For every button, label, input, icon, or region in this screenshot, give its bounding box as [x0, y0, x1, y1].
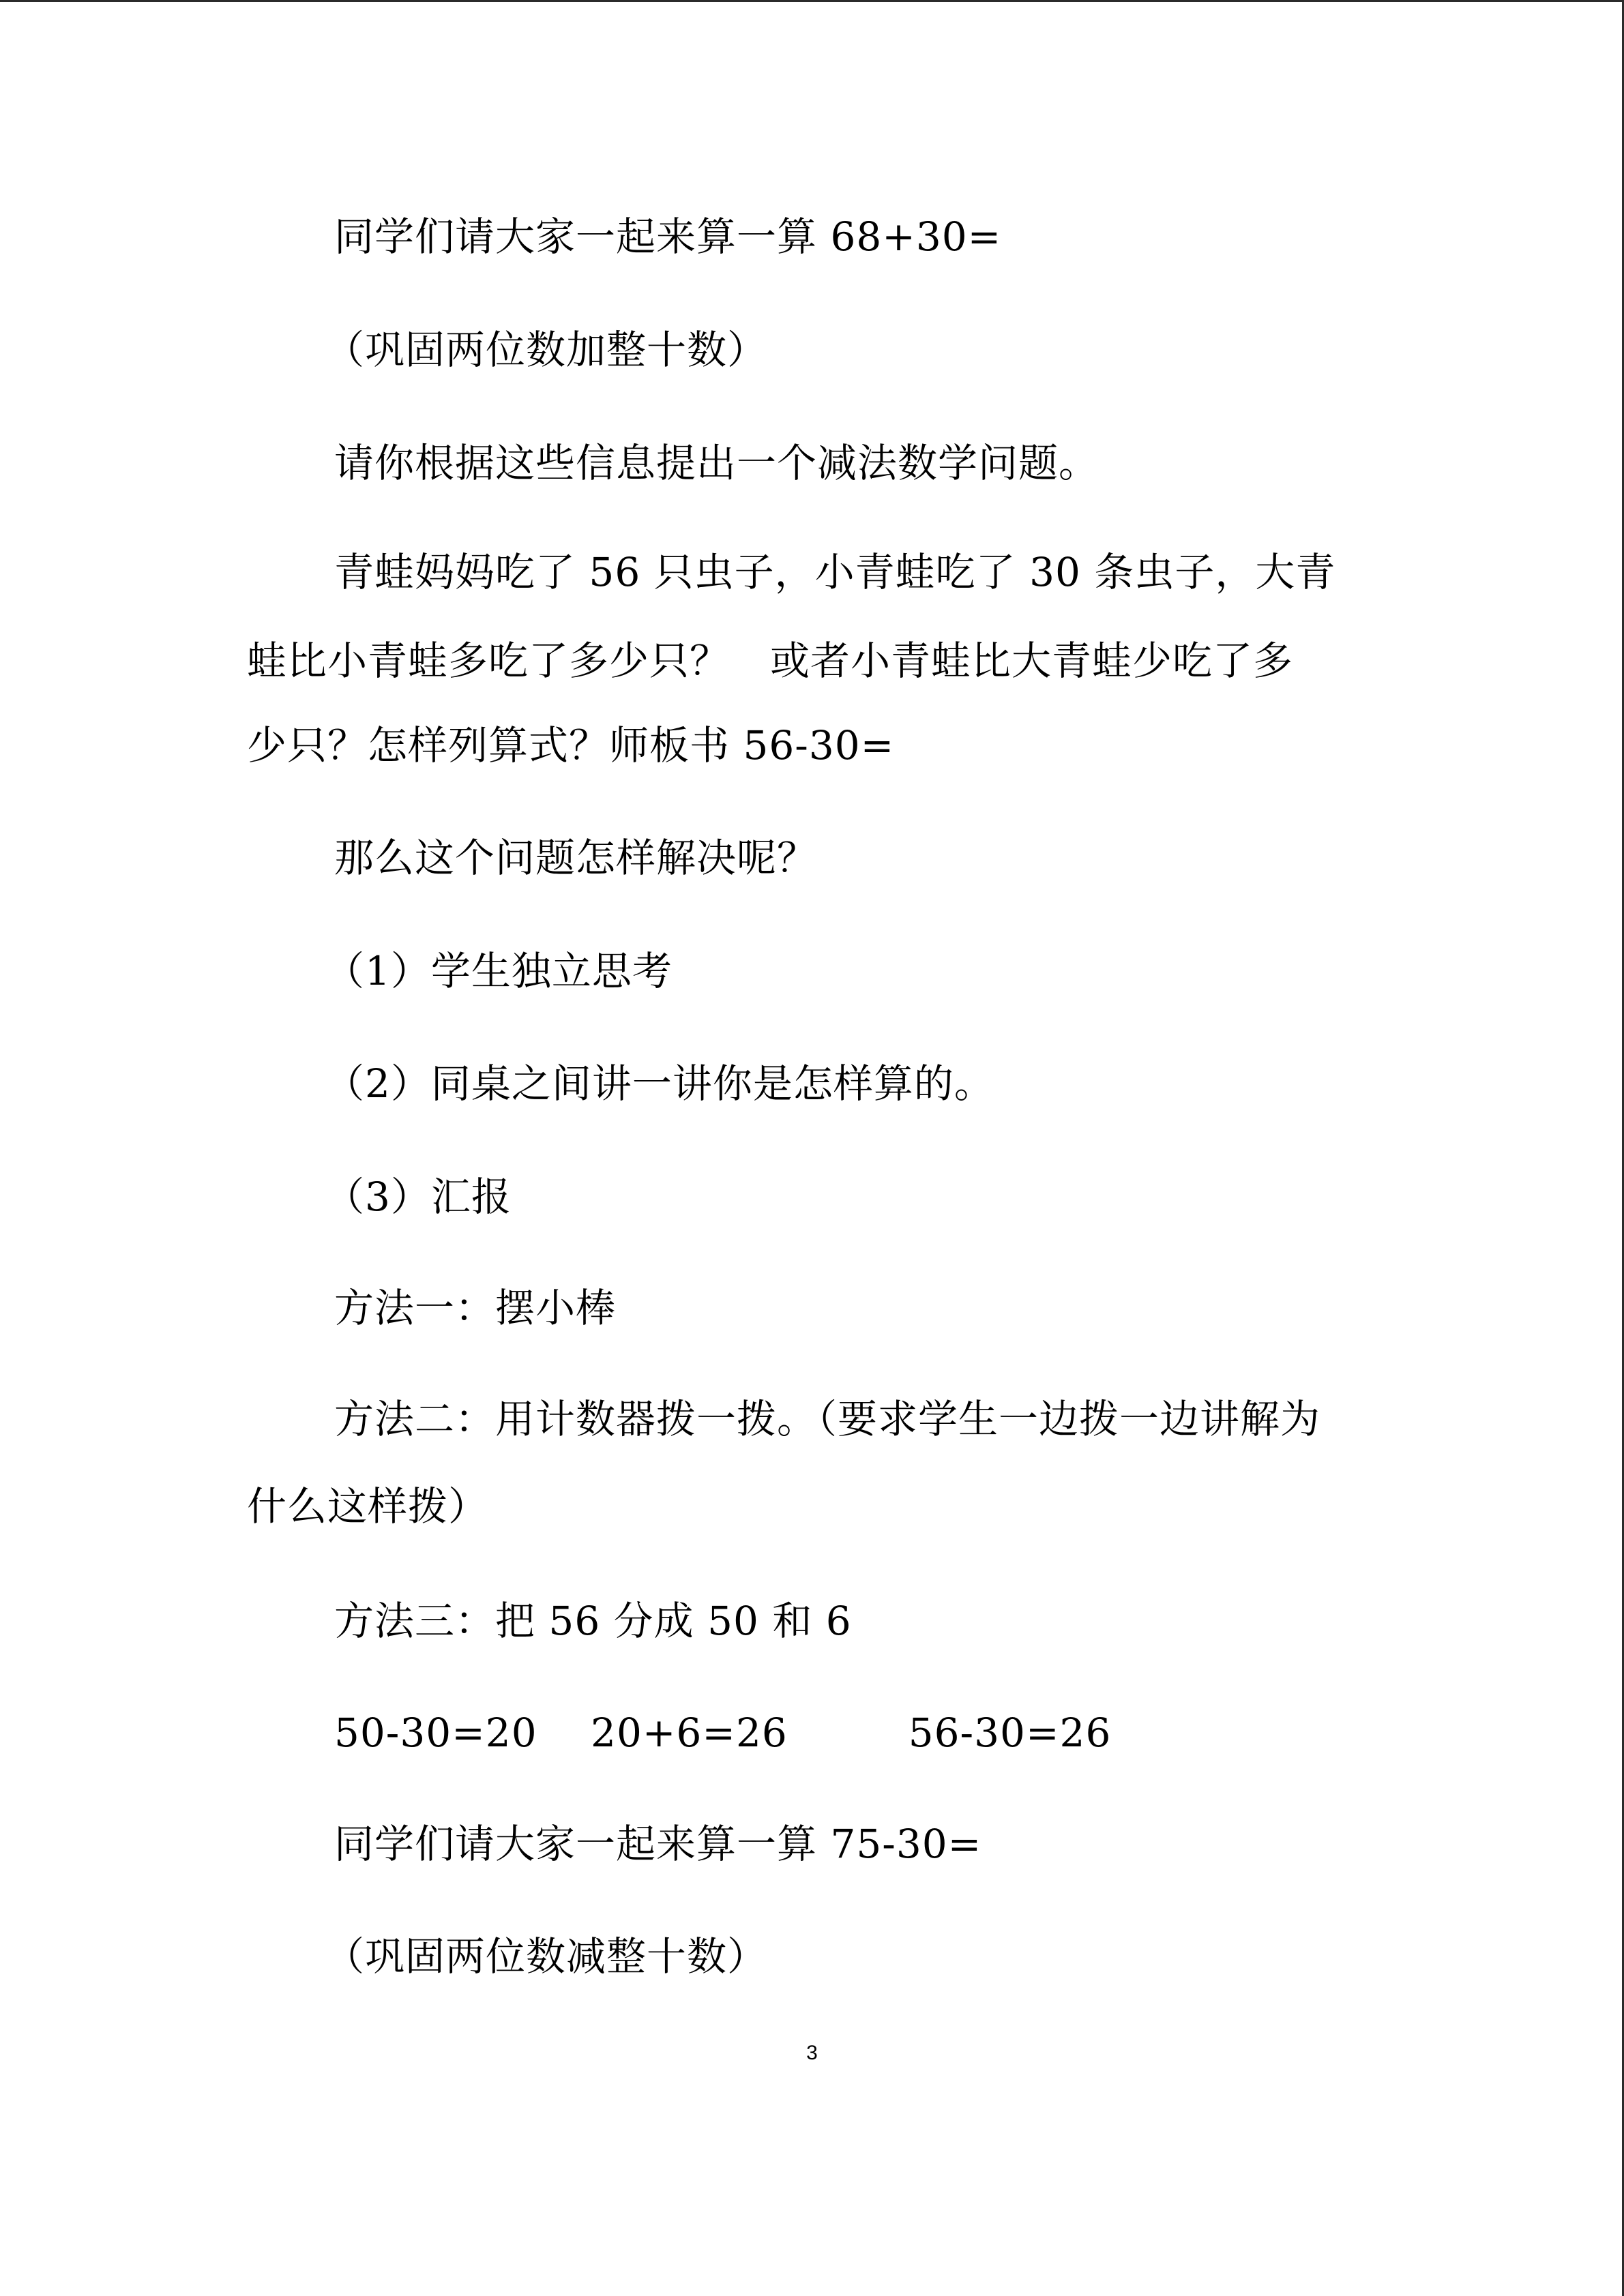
- paragraph-consolidate-addition: （巩固两位数加整十数）: [325, 327, 768, 373]
- paragraph-calc-75-30: 同学们请大家一起来算一算 75-30=: [334, 1821, 982, 1867]
- paragraph-frog-problem-line-2: 蛙比小青蛙多吃了多少只？ 或者小青蛙比大青蛙少吃了多: [247, 638, 1294, 684]
- paragraph-calc-68-30: 同学们请大家一起来算一算 68+30=: [334, 213, 1002, 260]
- paragraph-consolidate-subtraction: （巩固两位数减整十数）: [325, 1933, 768, 1980]
- paragraph-method-1: 方法一：摆小棒: [334, 1285, 617, 1331]
- paragraph-step-2: （2）同桌之间讲一讲你是怎样算的。: [325, 1060, 994, 1107]
- paragraph-method-2-line-1: 方法二：用计数器拨一拨。（要求学生一边拨一边讲解为: [334, 1396, 1321, 1442]
- page-number: 3: [806, 2042, 818, 2064]
- paragraph-how-to-solve: 那么这个问题怎样解决呢？: [334, 835, 818, 881]
- paragraph-frog-problem-line-3: 少只？怎样列算式？师板书 56-30=: [247, 722, 895, 769]
- paragraph-method-3: 方法三：把 56 分成 50 和 6: [334, 1598, 852, 1644]
- paragraph-method-2-line-2: 什么这样拨）: [247, 1483, 489, 1530]
- paragraph-frog-problem-line-1: 青蛙妈妈吃了 56 只虫子，小青蛙吃了 30 条虫子，大青: [334, 549, 1336, 595]
- paragraph-step-3: （3）汇报: [325, 1174, 512, 1220]
- paragraph-equations: 50-30=20 20+6=26 56-30=26: [334, 1710, 1112, 1756]
- paragraph-subtraction-question: 请你根据这些信息提出一个减法数学问题。: [334, 440, 1099, 486]
- paragraph-step-1: （1）学生独立思考: [325, 948, 673, 994]
